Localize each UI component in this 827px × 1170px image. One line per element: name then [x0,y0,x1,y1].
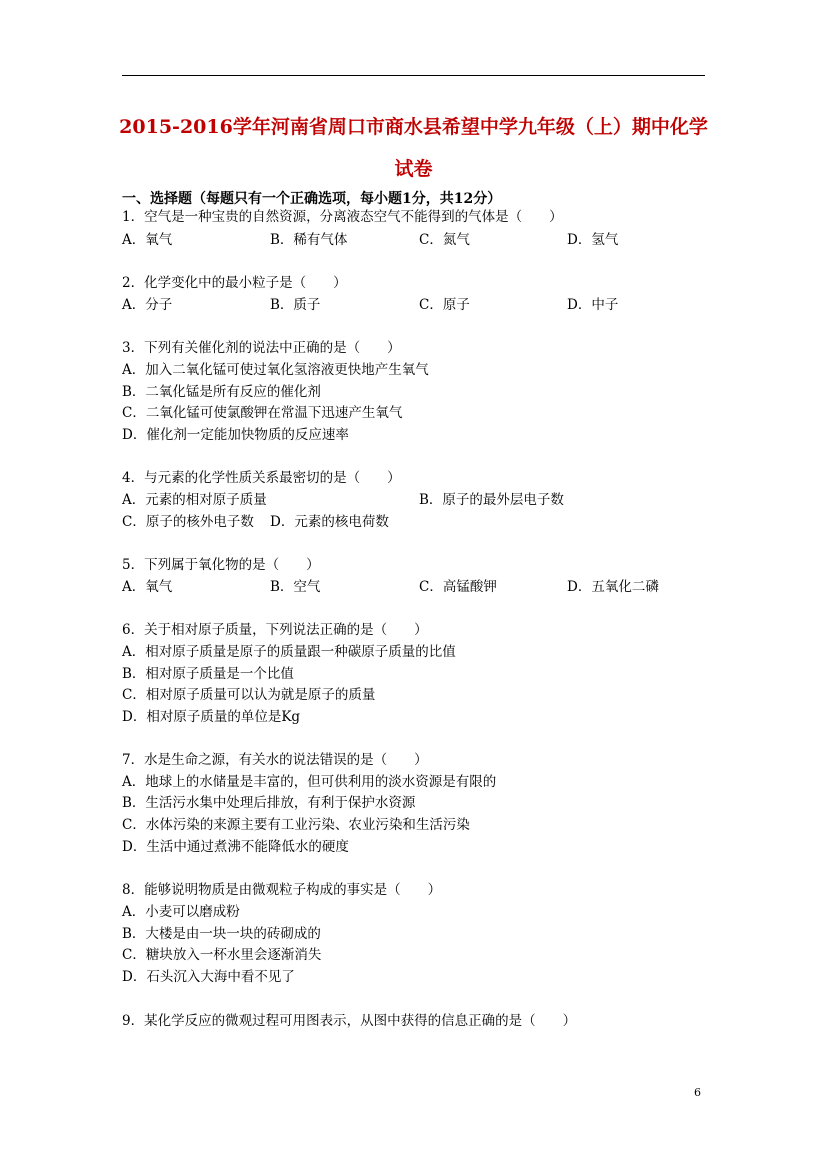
question-6-option-c: C．相对原子质量可以认为就是原子的质量 [122,687,376,703]
question-8-option-a: A．小麦可以磨成粉 [122,904,240,920]
question-4-option-a: A．元素的相对原子质量 [122,492,267,508]
question-8-option-b: B．大楼是由一块一块的砖砌成的 [122,926,321,942]
section-heading: 一、选择题（每题只有一个正确选项，每小题1分，共12分） [122,191,502,207]
question-3-option-a: A．加入二氧化锰可使过氧化氢溶液更快地产生氧气 [122,362,429,378]
question-6-stem: 6．关于相对原子质量，下列说法正确的是（ ） [122,622,428,638]
question-8-option-d: D．石头沉入大海中看不见了 [122,969,295,985]
question-7-stem: 7．水是生命之源，有关水的说法错误的是（ ） [122,752,428,768]
question-5-stem: 5．下列属于氧化物的是（ ） [122,557,320,573]
question-4-stem: 4．与元素的化学性质关系最密切的是（ ） [122,470,401,486]
question-2-stem: 2．化学变化中的最小粒子是（ ） [122,275,347,291]
question-3-option-c: C．二氧化锰可使氯酸钾在常温下迅速产生氧气 [122,405,403,421]
question-7-option-c: C．水体污染的来源主要有工业污染、农业污染和生活污染 [122,817,470,833]
question-6-option-b: B．相对原子质量是一个比值 [122,666,294,682]
header-rule [122,75,705,76]
question-6-option-d: D．相对原子质量的单位是Kg [122,709,301,725]
question-2-option-c: C．原子 [419,297,470,313]
question-7-option-b: B．生活污水集中处理后排放，有利于保护水资源 [122,795,416,811]
question-7-option-d: D．生活中通过煮沸不能降低水的硬度 [122,839,349,855]
question-8-option-c: C．糖块放入一杯水里会逐渐消失 [122,947,322,963]
question-5-option-a: A．氧气 [122,579,173,595]
question-4-option-c: C．原子的核外电子数 [122,514,254,530]
question-1-option-c: C．氮气 [419,232,470,248]
question-3-option-d: D．催化剂一定能加快物质的反应速率 [122,427,349,443]
question-1-stem: 1．空气是一种宝贵的自然资源，分离液态空气不能得到的气体是（ ） [122,209,563,225]
question-8-stem: 8．能够说明物质是由微观粒子构成的事实是（ ） [122,882,442,898]
question-3-option-b: B．二氧化锰是所有反应的催化剂 [122,384,321,400]
question-4-option-b: B．原子的最外层电子数 [419,492,564,508]
page-title-continued: 试卷 [394,158,433,180]
question-2-option-d: D．中子 [567,297,619,313]
question-3-stem: 3．下列有关催化剂的说法中正确的是（ ） [122,340,401,356]
question-9-stem: 9．某化学反应的微观过程可用图表示，从图中获得的信息正确的是（ ） [122,1013,577,1029]
question-1-option-d: D．氢气 [567,232,619,248]
question-5-option-c: C．高锰酸钾 [419,579,497,595]
page-number: 6 [694,1086,701,1099]
question-7-option-a: A．地球上的水储量是丰富的，但可供利用的淡水资源是有限的 [122,774,497,790]
question-2-option-b: B．质子 [270,297,321,313]
question-4-option-d: D．元素的核电荷数 [270,514,389,530]
question-5-option-d: D．五氧化二磷 [567,579,659,595]
question-5-option-b: B．空气 [270,579,321,595]
page-title: 2015-2016学年河南省周口市商水县希望中学九年级（上）期中化学 [119,116,708,138]
question-2-option-a: A．分子 [122,297,173,313]
question-1-option-a: A．氧气 [122,232,173,248]
question-6-option-a: A．相对原子质量是原子的质量跟一种碳原子质量的比值 [122,644,456,660]
question-1-option-b: B．稀有气体 [270,232,348,248]
